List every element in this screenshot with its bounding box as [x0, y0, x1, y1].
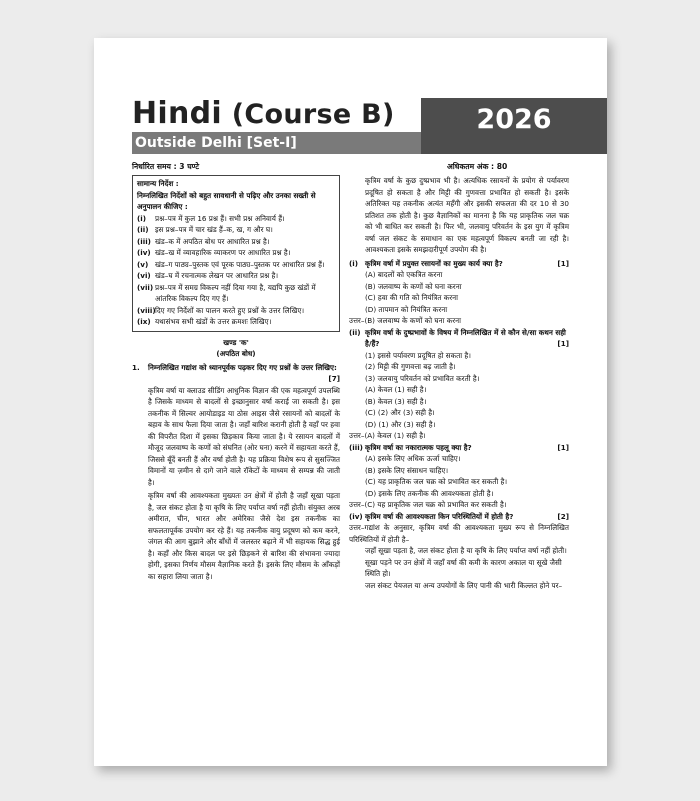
question-iii: (iii) कृत्रिम वर्षा का नकारात्मक पहलू क्या है? [1] — [349, 442, 569, 452]
instruction-item: (viii) दिए गए निर्देशों का पालन करते हुए प्रश्नों के उत्तर लिखिए। — [137, 305, 305, 315]
instruction-item: (ii) इस प्रश्न–पत्र में चार खंड हैं–क, ख, ग और घ। — [137, 225, 273, 234]
instructions-box — [132, 175, 340, 332]
question-ii: (ii) कृत्रिम वर्षा के दुष्प्रभावों के विषय में निम्नलिखित में से कौन से/सा कथन सही है/हैं? [1] — [349, 327, 569, 348]
option: (C) यह प्राकृतिक जल चक्र को प्रभावित कर सकती है। — [365, 477, 508, 486]
time-label: निर्धारित समय : 3 घण्टे — [132, 162, 200, 171]
option: (B) इसके लिए संसाधन चाहिए। — [365, 465, 449, 475]
option: (3) जलवायु परिवर्तन को प्रभावित करती है। — [365, 373, 480, 383]
instruction-item: (i) प्रश्न–पत्र में कुल 16 प्रश्न हैं। सभी प्रश्न अनिवार्य हैं। — [137, 213, 285, 223]
document-page — [94, 38, 607, 766]
option: (B) केवल (3) सही है। — [365, 396, 427, 406]
year-label: 2026 — [476, 104, 552, 135]
answer: उत्तर–(C) यह प्राकृतिक जल चक्र को प्रभावित कर सकती है। — [349, 500, 507, 509]
question-1-marks: [7] — [328, 374, 340, 383]
set-label-bar: Outside Delhi [Set-I] — [132, 132, 421, 154]
section-subtitle: (अपठित बोध) — [216, 349, 256, 358]
question-1: 1. निम्नलिखित गद्यांश को ध्यानपूर्वक पढ़कर दिए गए प्रश्नों के उत्तर लिखिए: [7] — [132, 362, 340, 383]
instruction-item: (ix) यथासंभव सभी खंडों के उत्तर क्रमशः लिखिए। — [137, 317, 272, 326]
option: (C) (2) और (3) सही है। — [365, 408, 435, 417]
option: (B) जलवाष्प के कणों को घना करना — [365, 281, 462, 291]
passage-paragraph-1: कृत्रिम वर्षा या क्लाउड सीडिंग आधुनिक विज्ञान की एक महत्वपूर्ण उपलब्धि है जिसके माध्यम से बादलों से इच्छानुसार वर्षा कराई जा सकती है। इस तकनीक में सिल्वर आयोडाइड या ठोस आइस जैसे रसायनों को बादलों के बहाव के साथ फैला दिया जाता है। जहाँ बारिश करानी होती है वहाँ पर हवा की विपरीत दिशा में इसका छिड़काव किया जाता है। ये रसायन बादलों में मौजूद जलवाष्प के कणों को संघनित (ओर घना) करने में सहायता करते हैं, जिससे बूँदें बनती हैं और वर्षा होती है। यह प्रक्रिया विशेष रूप से सुसज्जित विमानों या ज़मीन से दागे जाने वाले रॉकेटों के माध्यम से सम्पन्न की जाती है। — [148, 385, 340, 487]
option: (D) तापमान को नियंत्रित करना — [365, 304, 448, 314]
instruction-item: (iv) खंड–ख में व्यावहारिक व्याकरण पर आधारित प्रश्न है। — [137, 248, 291, 257]
option: (1) इससे पर्यावरण प्रदूषित हो सकता है। — [365, 350, 471, 360]
marks-label: अधिकतम अंक : 80 — [447, 162, 508, 171]
instruction-item: (vii) प्रश्न–पत्र में समग्र विकल्प नहीं दिया गया है, यद्यपि कुछ खंडों में आंतरिक विकल्प दिए गए हैं। — [137, 282, 316, 303]
right-column — [349, 175, 569, 591]
instructions-subtitle: निम्नलिखित निर्देशों को बहुत सावधानी से पढ़िए और उनका सख्ती से अनुपालन कीजिए : — [137, 190, 316, 211]
instruction-item: (iii) खंड–क में अपठित बोध पर आधारित प्रश्न है। — [137, 236, 270, 246]
passage-paragraph-2: कृत्रिम वर्षा की आवश्यकता मुख्यतः उन क्षेत्रों में होती है जहाँ सूखा पड़ता है, जल संकट होता है या कृषि के लिए पर्याप्त वर्षा नहीं होती। संयुक्त अरब अमीरात, चीन, भारत और अमेरिका जैसे देश इस तकनीक का सफलतापूर्वक उपयोग कर रहे हैं। यह तकनीक वायु प्रदूषण को कम करने, जंगल की आग बुझाने और बाँधों में जलस्तर बढ़ाने में भी सहायक सिद्ध हुई है। कहाँ और किस बादल पर इसे छिड़कने से बारिश की संभावना ज्यादा होगी, इसका निर्णय मौसम वैज्ञानिक करते हैं। इसके लिए मौसम के आँकड़ों का सहारा लिया जाता है। — [148, 491, 340, 581]
instructions-title: सामान्य निर्देश : — [137, 179, 179, 188]
page-title — [132, 96, 395, 131]
title-sub: (Course B) — [231, 99, 395, 130]
answer: उत्तर–(B) जलवाष्प के कणों को घना करना — [349, 316, 462, 325]
answer-line: जहाँ सूखा पड़ता है, जल संकट होता है या कृषि के लिए पर्याप्त वर्षा नहीं होती। — [365, 546, 567, 555]
option: (A) बादलों को एकत्रित करना — [365, 270, 443, 279]
section-title: खण्ड 'क' — [223, 337, 249, 347]
header-white-strip — [421, 38, 607, 98]
passage-paragraph-3: कृत्रिम वर्षा के कुछ दुष्प्रभाव भी है। अत्यधिक रसायनों के प्रयोग से पर्यावरण प्रदूषित हो सकता है और मिट्टी की गुणवत्ता प्रभावित हो सकती है। इसके अतिरिक्त यह तकनीक अत्यंत महँगी और इसकी सफलता की दर 10 से 30 प्रतिशत तक होती है। कुछ वैज्ञानिकों का मानना है कि यह प्राकृतिक जल चक्र को भी बाधित कर सकती है। फिर भी, जलवायु परिवर्तन के इस युग में कृत्रिम वर्षा जल संकट के समाधान का एक महत्वपूर्ण विकल्प बनती जा रही है। आवश्यकता इसके समझदारीपूर्ण उपयोग की है। — [365, 176, 569, 254]
instruction-item: (vi) खंड–घ में रचनात्मक लेखन पर आधारित प्रश्न है। — [137, 271, 279, 280]
option: (D) इसके लिए तकनीक की आवश्यकता होती है। — [365, 488, 494, 498]
option: (D) (1) और (3) सही है। — [365, 419, 436, 429]
question-iv: (iv) कृत्रिम वर्षा की आवश्यकता किन परिस्थितियों में होती है? [2] — [349, 511, 569, 521]
answer: उत्तर–गद्यांश के अनुसार, कृत्रिम वर्षा की आवश्यकता मुख्य रूप से निम्नलिखित परिस्थितियों में होती है– — [349, 523, 569, 544]
instruction-item: (v) खंड–ग पाठ्य–पुस्तक एवं पूरक पाठ्य–पुस्तक पर आधारित प्रश्न हैं। — [137, 259, 325, 269]
left-column — [132, 175, 340, 582]
option: (A) केवल (1) सही है। — [365, 385, 427, 394]
question-1-text: निम्नलिखित गद्यांश को ध्यानपूर्वक पढ़कर दिए गए प्रश्नों के उत्तर लिखिए: — [148, 362, 337, 372]
option: (2) मिट्टी की गुणवत्ता बढ़ जाती है। — [365, 362, 456, 371]
option: (C) हवा की गति को नियंत्रित करना — [365, 293, 459, 302]
answer-line: जल संकट पेयजल या अन्य उपयोगों के लिए पानी की भारी किल्लत होने पर– — [365, 580, 563, 590]
option: (A) इसके लिए अधिक ऊर्जा चाहिए। — [365, 454, 461, 463]
title-main: Hindi — [132, 96, 223, 131]
question-i: (i) कृत्रिम वर्षा में प्रयुक्त रसायनों का मुख्य कार्य क्या है? [1] — [349, 258, 569, 268]
answer-line: सूखा पड़ने पर उन क्षेत्रों में जहाँ वर्षा की कमी के कारण अकाल या सूखे जैसी स्थिति हो। — [365, 557, 562, 578]
answer: उत्तर–(A) केवल (1) सही है। — [349, 431, 426, 440]
